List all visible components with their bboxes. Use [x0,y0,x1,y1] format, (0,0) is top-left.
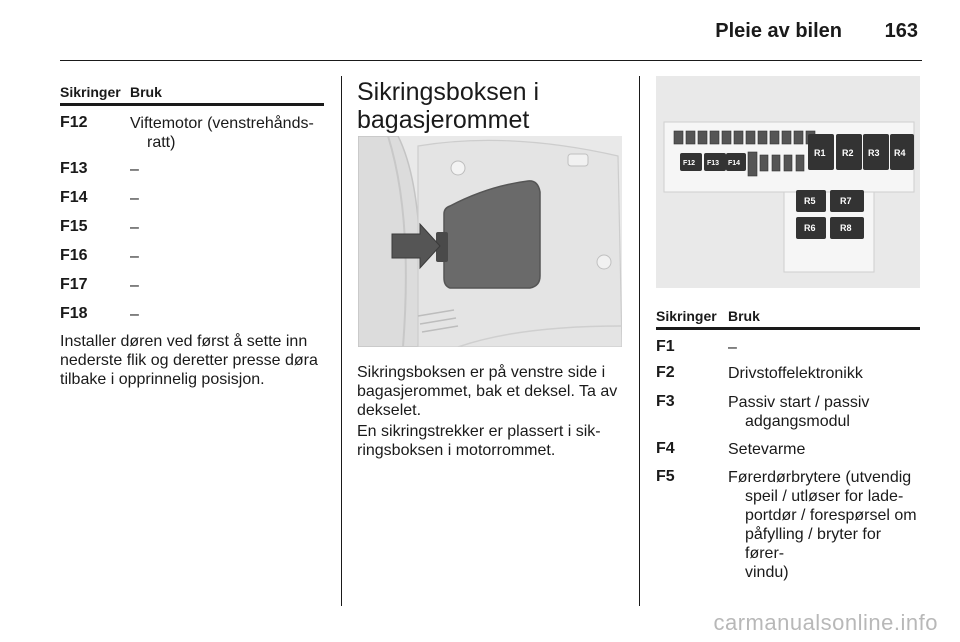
relay-label: R4 [894,148,906,158]
fuse-code: F14 [60,189,88,206]
installation-paragraph [60,332,330,389]
fuse-code: F18 [60,305,88,322]
fuse-label-f12: F12 [683,160,696,167]
page-title: Pleie av bilen [715,20,842,42]
relay-label: R2 [842,148,854,158]
table-row [60,276,324,296]
fuse-use: Drivstoffelektronikk [728,365,863,382]
table-row [60,114,324,154]
fuse-code: F2 [656,364,675,381]
paragraph-line: tilbake i opprinnelig posisjon. [60,371,265,388]
paragraph-line: ringsboksen i motorrommet. [357,442,556,459]
fuse-use: – [130,219,139,236]
column-header-use: Bruk [130,84,162,100]
paragraph-line: Installer døren ved først å sette inn [60,333,308,350]
column-header-fuses: Sikringer [60,84,121,100]
table-row [656,440,920,460]
page-number: 163 [884,20,918,42]
relay-label: R6 [804,223,816,233]
fuse-use [130,114,314,152]
trunk-illustration [358,136,622,347]
trunk-panel-drawing [358,136,622,347]
table-row [656,338,920,358]
column-divider-right [639,76,640,606]
fuse-use [728,468,920,582]
table-row [60,189,324,209]
paragraph-line: bagasjerommet, bak et deksel. Ta av [357,383,618,400]
header-rule [60,60,922,61]
fuse-use-line: portdør / forespørsel om [745,507,917,524]
fuse-code: F17 [60,276,88,293]
fuse-code: F16 [60,247,88,264]
heading-line: Sikringsboksen i [357,78,540,106]
left-fuse-table [60,80,324,323]
fuse-label-f13: F13 [707,160,720,167]
paragraph-line: Sikringsboksen er på venstre side i [357,364,606,381]
fusebox-diagram [656,76,920,288]
relay-label: R5 [804,196,816,206]
relay-label: R1 [814,148,826,158]
table-row [60,247,324,267]
table-row [656,364,920,384]
fuse-use: – [130,190,139,207]
fuse-code: F13 [60,160,88,177]
fuse-use-line: vindu) [745,564,789,581]
column-divider-left [341,76,342,606]
fuse-use-line: Viftemotor (venstrehånds- [130,115,314,132]
fuse-code: F15 [60,218,88,235]
fuse-use-line: speil / utløser for lade- [745,488,904,505]
fusebox-drawing [656,76,920,288]
fuse-use-line: påfylling / bryter for fører- [745,526,882,562]
table-row [60,160,324,180]
location-paragraph [357,363,629,420]
table-row [656,393,920,433]
fuse-use: Setevarme [728,441,806,458]
watermark: carmanualsonline.info [713,610,938,635]
fuse-use-line: Førerdørbrytere (utvendig [728,469,912,486]
fuse-puller-paragraph [357,422,629,460]
fuse-use [728,393,869,431]
paragraph-line: dekselet. [357,402,422,419]
column-header-fuses: Sikringer [656,308,717,324]
column-header-use: Bruk [728,308,760,324]
fuse-code: F4 [656,440,675,457]
fuse-use: – [130,161,139,178]
table-row [656,468,920,581]
relay-label: R7 [840,196,852,206]
page-header [60,16,922,60]
fuse-code: F3 [656,393,675,410]
fuse-use-line: ratt) [147,134,176,151]
table-header [656,304,920,330]
heading-line: bagasjerommet [357,106,530,134]
fuse-use: – [130,277,139,294]
fuse-label-f14: F14 [728,160,741,167]
fuse-use: – [728,339,737,356]
fuse-use: – [130,306,139,323]
section-heading [357,78,539,134]
fuse-use-line: Passiv start / passiv [728,394,870,411]
fuse-use: – [130,248,139,265]
right-fuse-table [656,304,920,581]
paragraph-line: nederste flik og deretter presse døra [60,352,318,369]
table-header [60,80,324,106]
table-row [60,305,324,325]
fuse-code: F5 [656,468,675,485]
relay-label: R8 [840,223,852,233]
paragraph-line: En sikringstrekker er plassert i sik- [357,423,601,440]
relay-label: R3 [868,148,880,158]
table-row [60,218,324,238]
fuse-code: F12 [60,114,88,131]
fuse-code: F1 [656,338,675,355]
fuse-use-line: adgangsmodul [745,413,850,430]
